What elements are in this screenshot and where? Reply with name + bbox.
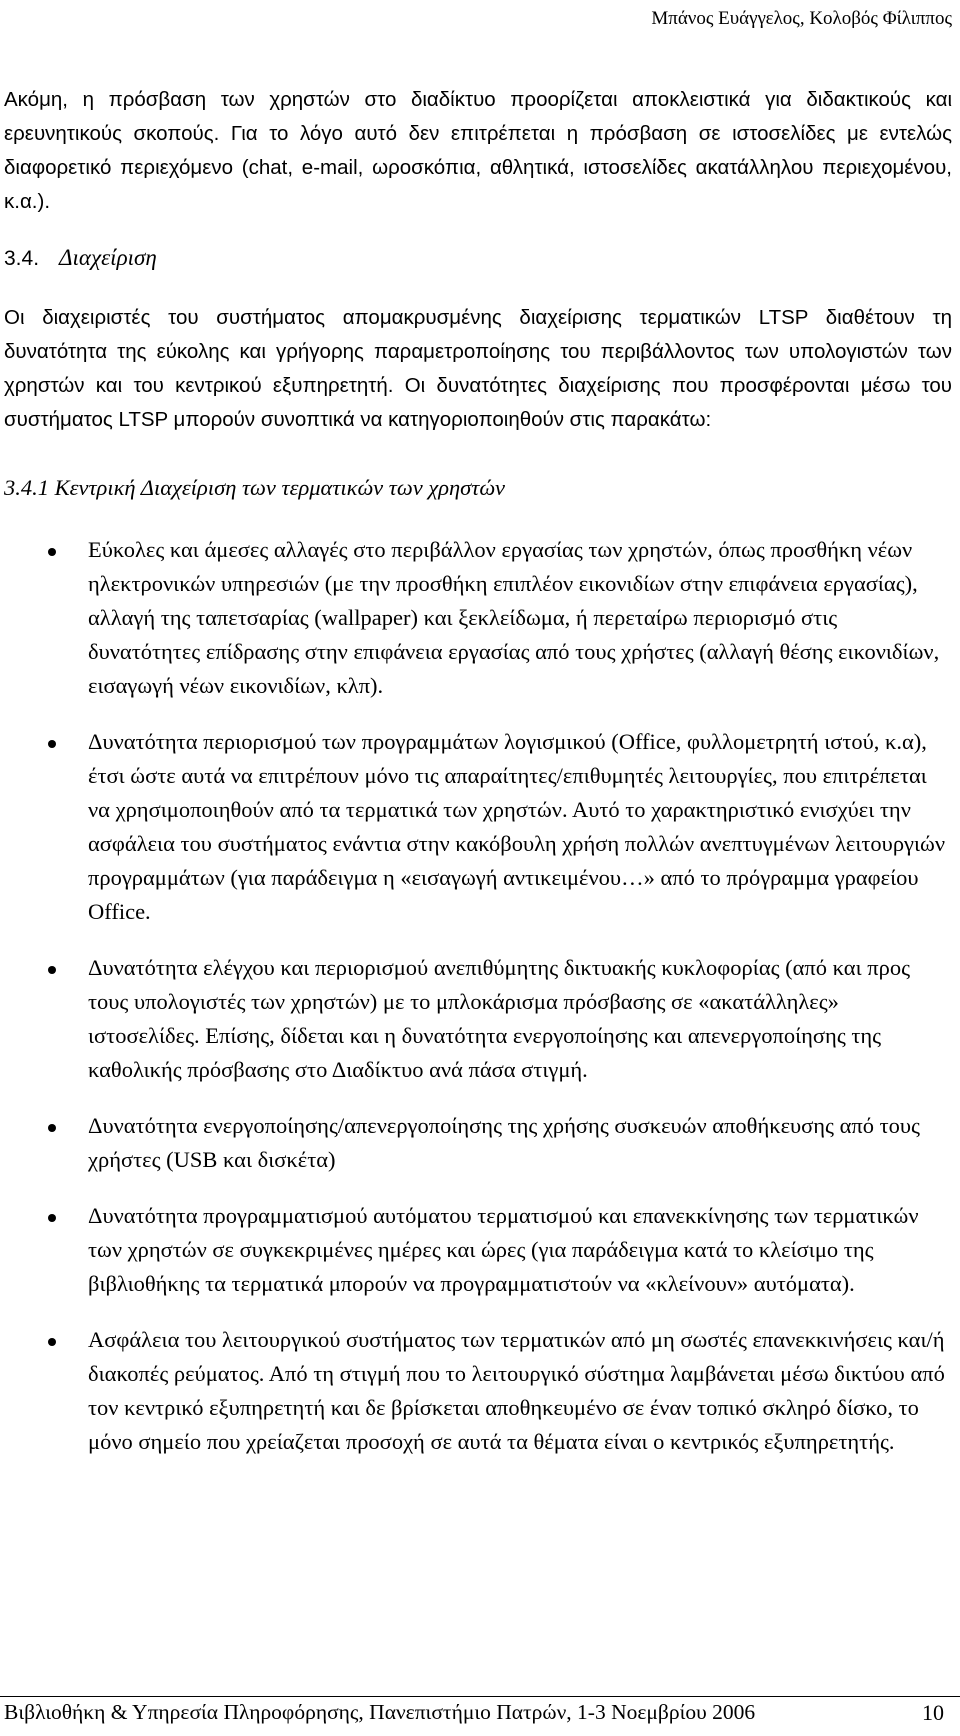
list-item-text: Δυνατότητα προγραμματισμού αυτόματου τερματισμού και επανεκκίνησης των τερματικών των χρηστών σε συγκεκριμένες ημέρες και ώρες (για παράδειγμα κατά το κλείσιμο της βιβλιοθήκης τα τερματικά μπορούν να προγραμματιστούν να «κλείνουν» αυτόματα). [88,1203,919,1296]
footer-text: Βιβλιοθήκη & Υπηρεσία Πληροφόρησης, Πανεπιστήμιο Πατρών, 1-3 Νοεμβρίου 2006 [4,1700,756,1724]
bullet-icon [48,548,56,556]
list-item-text: Εύκολες και άμεσες αλλαγές στο περιβάλλον εργασίας των χρηστών, όπως προσθήκη νέων ηλεκτρονικών υπηρεσιών (με την προσθήκη επιπλέον εικονιδίων στην επιφάνεια εργασίας), αλλαγή της ταπετσαρίας (wallpaper) και ξεκλείδωμα, ή περεταίρω περιορισμό στις δυνατότητες επίδρασης στην επιφάνεια εργασίας από τους χρήστες (αλλαγή θέσης εικονιδίων, εισαγωγή νέων εικονιδίων, κλπ). [88,537,940,698]
bullet-icon [48,1338,56,1346]
list-item-text: Δυνατότητα ενεργοποίησης/απενεργοποίησης της χρήσης συσκευών αποθήκευσης από τους χρήστες (USB και δισκέτα) [88,1113,920,1172]
bullet-icon [48,1214,56,1222]
section-paragraph: Οι διαχειριστές του συστήματος απομακρυσμένης διαχείρισης τερματικών LTSP διαθέτουν τη δυνατότητα της εύκολης και γρήγορης παραμετροποίησης του περιβάλλοντος των υπολογιστών των χρηστών και του κεντρικού εξυπηρετητή. Οι δυνατότητες διαχείρισης που προσφέρονται μέσω του συστήματος LTSP μπορούν συνοπτικά να κατηγοριοποιηθούν στις παρακάτω: [4,306,952,431]
bullet-icon [48,740,56,748]
list-item [4,725,952,929]
intro-paragraph: Ακόμη, η πρόσβαση των χρηστών στο διαδίκτυο προορίζεται αποκλειστικά για διδακτικούς και ερευνητικούς σκοπούς. Για το λόγο αυτό δεν επιτρέπεται η πρόσβαση σε ιστοσελίδες με εντελώς διαφορετικό περιεχόμενο (chat, e-mail, ωροσκόπια, αθλητικά, ιστοσελίδες ακατάλληλου περιεχομένου, κ.α.). [4,88,952,213]
page-body [4,83,952,1481]
section-title: Διαχείριση [59,245,157,270]
page-footer [4,1700,944,1726]
bullet-icon [48,1124,56,1132]
list-item [4,951,952,1087]
footer-divider [0,1696,960,1697]
list-item-text: Δυνατότητα ελέγχου και περιορισμού ανεπιθύμητης δικτυακής κυκλοφορίας (από και προς τους υπολογιστές των χρηστών) με το μπλοκάρισμα πρόσβασης σε «ακατάλληλες» ιστοσελίδες. Επίσης, δίδεται και η δυνατότητα ενεργοποίησης και απενεργοποίησης της καθολικής πρόσβασης στο Διαδίκτυο ανά πάσα στιγμή. [88,955,911,1082]
list-item [4,1199,952,1301]
list-item-text: Δυνατότητα περιορισμού των προγραμμάτων λογισμικού (Office, φυλλομετρητή ιστού, κ.α), έτσι ώστε αυτά να επιτρέπουν μόνο τις απαραίτητες/επιθυμητές λειτουργίες, που επιτρέπεται να χρησιμοποιηθούν από τα τερματικά των χρηστών. Αυτό το χαρακτηριστικό ενισχύει την ασφάλεια του συστήματος ενάντια στην κακόβουλη χρήση πολλών ανεπτυγμένων λειτουργιών προγραμμάτων (για παράδειγμα η «εισαγωγή αντικειμένου…» από το πρόγραμμα γραφείου Office. [88,729,946,924]
bullet-icon [48,966,56,974]
section-heading [4,245,952,271]
bullet-list [4,533,952,1459]
list-item [4,1323,952,1459]
list-item-text: Ασφάλεια του λειτουργικού συστήματος των τερματικών από μη σωστές επανεκκινήσεις και/ή διακοπές ρεύματος. Από τη στιγμή που το λειτουργικό σύστημα λαμβάνεται μέσω δικτύου από τον κεντρικό εξυπηρετητή και δε βρίσκεται αποθηκευμένο σε έναν τοπικό σκληρό δίσκο, το μόνο σημείο που χρείαζεται προσοχή σε αυτά τα θέματα είναι ο κεντρικός εξυπηρετητής. [88,1327,945,1454]
subsection-heading: 3.4.1 Κεντρική Διαχείριση των τερματικών των χρηστών [4,475,506,500]
page-header: Μπάνος Ευάγγελος, Κολοβός Φίλιππος [651,8,952,29]
list-item [4,1109,952,1177]
page-number: 10 [922,1700,944,1725]
list-item [4,533,952,703]
section-number: 3.4. [4,247,40,270]
